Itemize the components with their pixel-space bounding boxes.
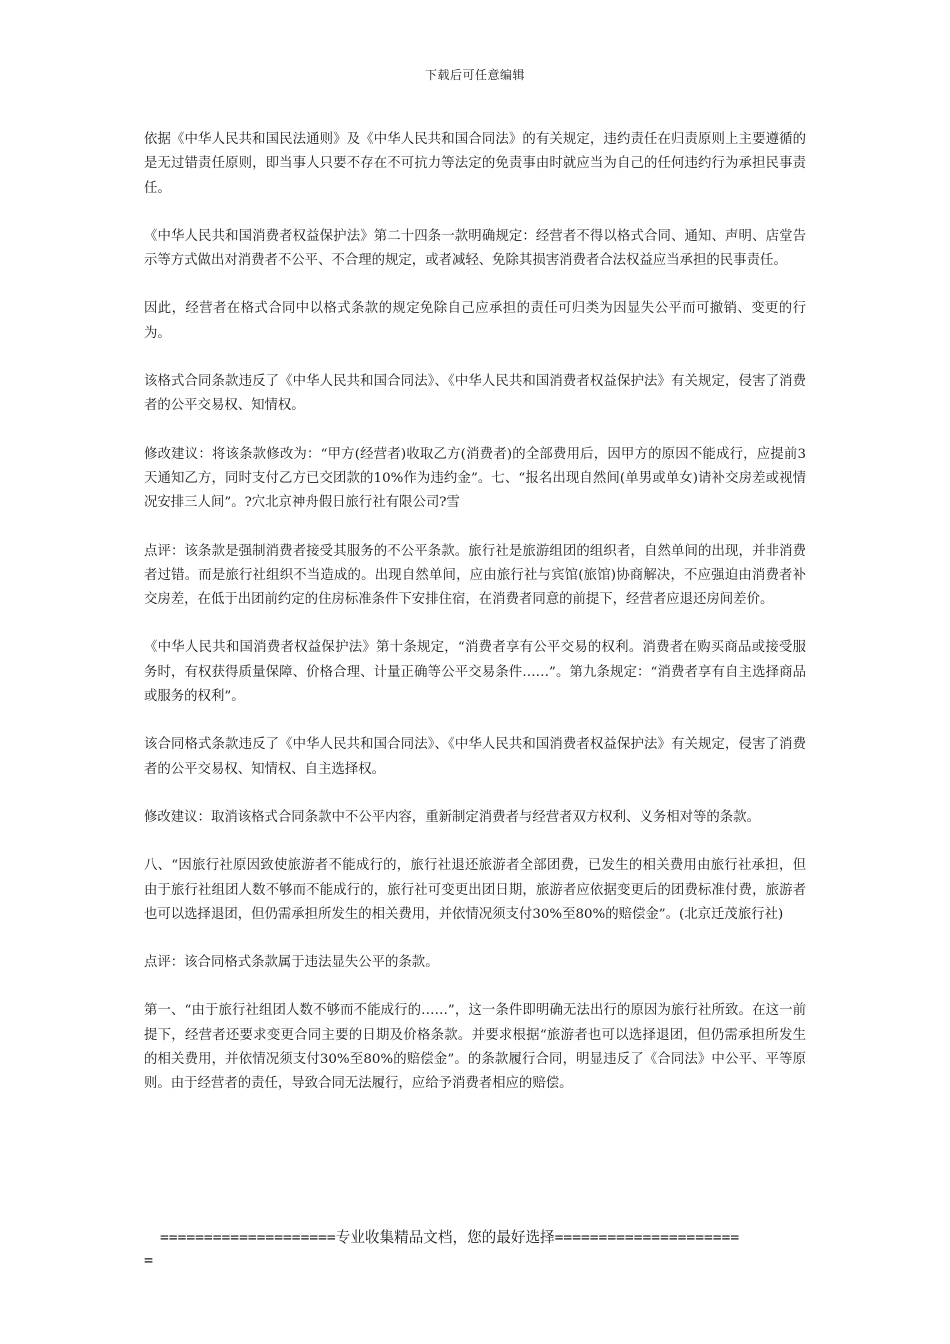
paragraph-9: 修改建议：取消该格式合同条款中不公平内容，重新制定消费者与经营者双方权利、义务相对等的条款。 xyxy=(144,809,760,825)
document-body xyxy=(144,128,806,1121)
paragraph-5: 修改建议：将该条款修改为：“甲方(经营者)收取乙方(消费者)的全部费用后，因甲方的原因不能成行，应提前3天通知乙方，同时支付乙方已交团款的10%作为违约金”。七、“报名出现自然间(单男或单女)请补交房差或视情况安排三人间”。?穴北京神舟假日旅行社有限公司?雪 xyxy=(144,446,806,511)
footer-line-1: ====================专业收集精品文档，您的最好选择===================== xyxy=(160,1229,740,1246)
paragraph-10: 八、“因旅行社原因致使旅游者不能成行的，旅行社退还旅游者全部团费，已发生的相关费用由旅行社承担，但由于旅行社组团人数不够而不能成行的，旅行社可变更出团日期，旅游者应依据变更后的团费标准付费，旅游者也可以选择退团，但仍需承担所发生的相关费用，并依情况须支付30%至80%的赔偿金”。(北京迁茂旅行社) xyxy=(144,858,806,922)
page-footer xyxy=(144,1227,808,1271)
paragraph-1: 依据《中华人民共和国民法通则》及《中华人民共和国合同法》的有关规定，违约责任在归责原则上主要遵循的是无过错责任原则，即当事人只要不存在不可抗力等法定的免责事由时就应当为自己的任何违约行为承担民事责任。 xyxy=(144,132,806,196)
paragraph-4: 该格式合同条款违反了《中华人民共和国合同法》、《中华人民共和国消费者权益保护法》有关规定，侵害了消费者的公平交易权、知情权。 xyxy=(144,374,806,414)
paragraph-2: 《中华人民共和国消费者权益保护法》第二十四条一款明确规定：经营者不得以格式合同、通知、声明、店堂告示等方式做出对消费者不公平、不合理的规定，或者减轻、免除其损害消费者合法权益应当承担的民事责任。 xyxy=(144,228,806,269)
footer-line-2: = xyxy=(144,1251,154,1269)
page-header: 下载后可任意编辑 xyxy=(424,68,525,82)
paragraph-8: 该合同格式条款违反了《中华人民共和国合同法》、《中华人民共和国消费者权益保护法》有关规定，侵害了消费者的公平交易权、知情权、自主选择权。 xyxy=(144,737,806,777)
paragraph-11: 点评：该合同格式条款属于违法显失公平的条款。 xyxy=(144,955,439,971)
paragraph-6: 点评：该条款是强制消费者接受其服务的不公平条款。旅行社是旅游组团的组织者，自然单间的出现，并非消费者过错。而是旅行社组织不当造成的。出现自然单间，应由旅行社与宾馆(旅馆)协商解决，不应强迫由消费者补交房差，在低于出团前约定的住房标准条件下安排住宿，在消费者同意的前提下，经营者应退还房间差价。 xyxy=(144,543,806,608)
paragraph-12: 第一、“由于旅行社组团人数不够而不能成行的……”，这一条件即明确无法出行的原因为旅行社所致。在这一前提下，经营者还要求变更合同主要的日期及价格条款。并要求根据“旅游者也可以选择退团，但仍需承担所发生的相关费用，并依情况须支付30%至80%的赔偿金”。的条款履行合同，明显违反了《合同法》中公平、平等原则。由于经营者的责任，导致合同无法履行，应给予消费者相应的赔偿。 xyxy=(144,1003,806,1092)
paragraph-3: 因此，经营者在格式合同中以格式条款的规定免除自己应承担的责任可归类为因显失公平而可撤销、变更的行为。 xyxy=(144,301,806,341)
paragraph-7: 《中华人民共和国消费者权益保护法》第十条规定，“消费者享有公平交易的权利。消费者在购买商品或接受服务时，有权获得质量保障、价格合理、计量正确等公平交易条件……”。第九条规定：“消费者享有自主选择商品或服务的权利”。 xyxy=(144,640,806,705)
